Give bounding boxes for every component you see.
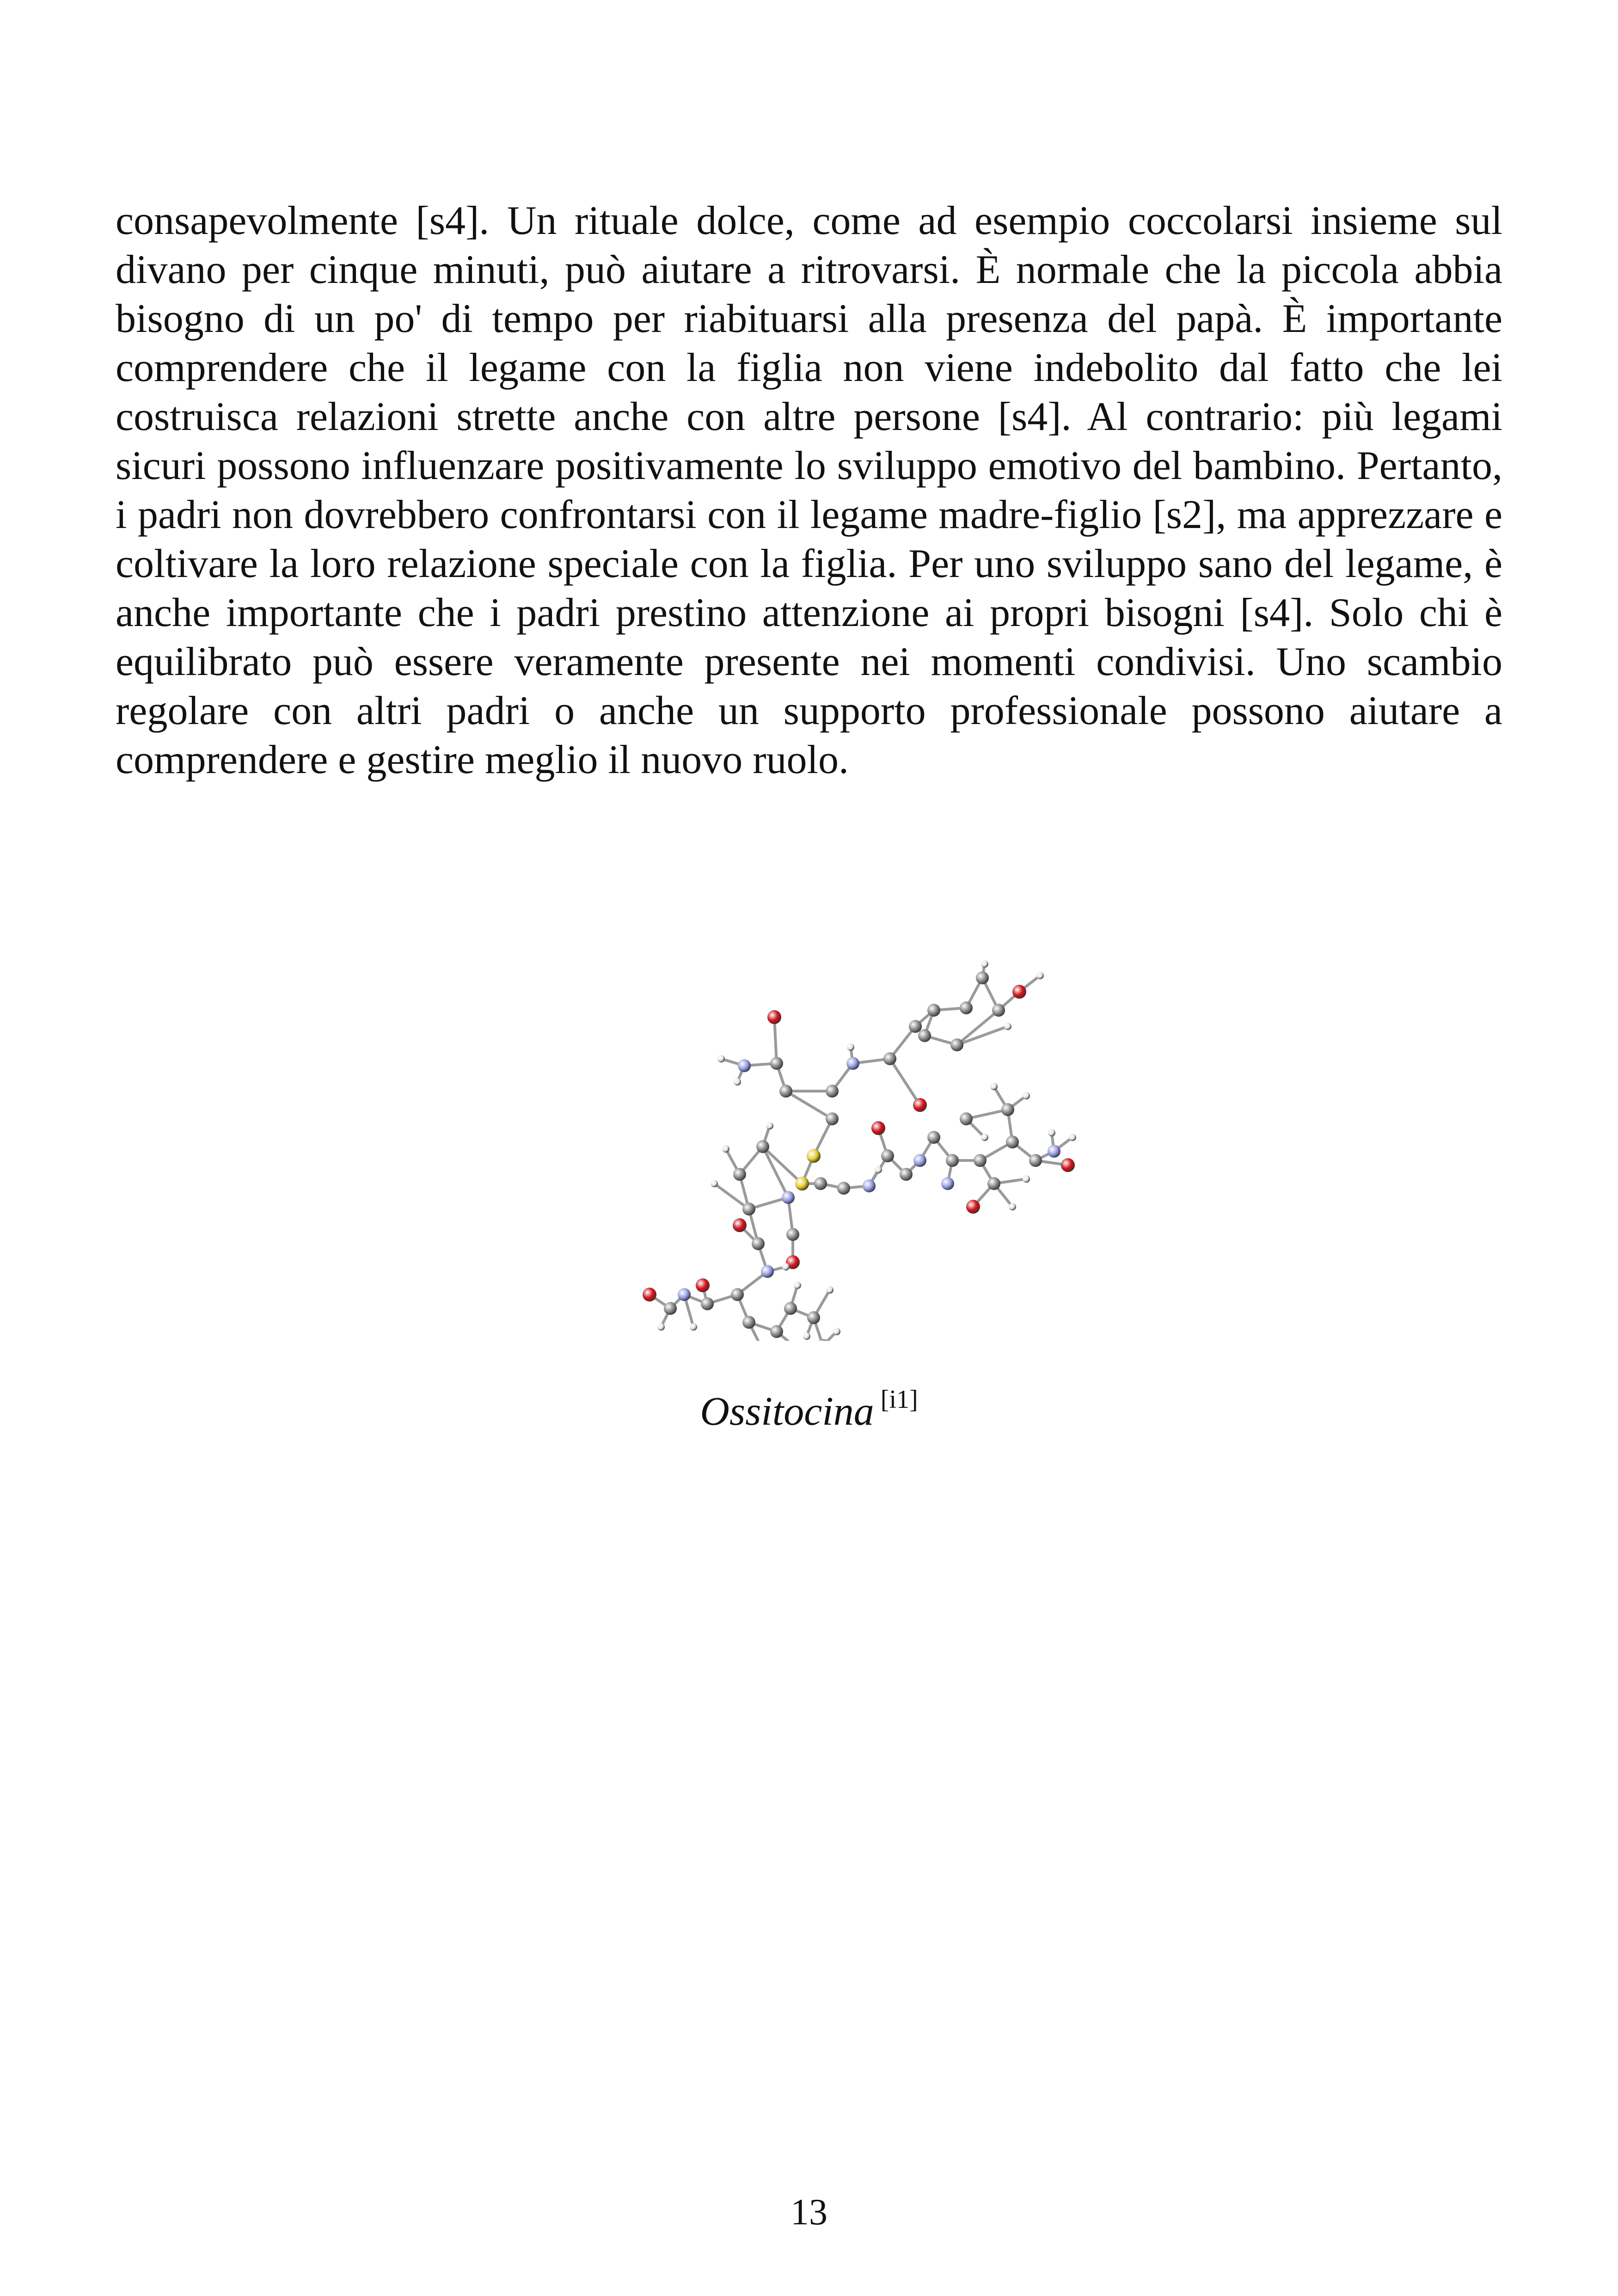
- molecule-atom: [795, 1177, 809, 1191]
- molecule-atom: [909, 1020, 922, 1033]
- molecule-atom: [782, 1191, 795, 1204]
- molecule-atom: [927, 1131, 940, 1144]
- molecule-atom: [690, 1323, 697, 1331]
- body-paragraph: consapevolmente [s4]. Un rituale dolce, come ad esempio coccolarsi insieme sul divano per cinque minuti, può aiutare a ritrovarsi. È normale che la piccola abbia bisogno di un po' di tempo per riabituarsi alla presenza del papà. È importante comprendere che il legame con la figlia non viene indebolito dal fatto che lei costruisca relazioni strette anche con altre persone [s4]. Al contrario: più legami sicuri possono influenzare positivamente lo sviluppo emotivo del bambino. Pertanto, i padri non dovrebbero confrontarsi con il legame madre-figlio [s2], ma apprezzare e coltivare la loro relazione speciale con la figlia. Per uno sviluppo sano del legame, è anche importante che i padri prestino attenzione ai propri bisogni [s4]. Solo chi è equilibrato può essere veramente presente nei momenti condivisi. Uno scambio regolare con altri padri o anche un supporto professionale possono aiutare a comprendere e gestire meglio il nuovo ruolo.: [116, 198, 1502, 782]
- molecule-bond: [763, 1147, 788, 1197]
- molecule-atom: [976, 971, 989, 984]
- molecule-atom: [863, 1179, 876, 1192]
- molecule-atom: [981, 1134, 988, 1141]
- molecule-atom: [913, 1098, 927, 1112]
- molecule-atom: [807, 1311, 820, 1324]
- molecule-bond: [890, 1059, 920, 1105]
- molecule-atom: [786, 1228, 799, 1241]
- molecule-atom: [875, 1166, 882, 1173]
- molecule-atom: [1004, 1023, 1011, 1030]
- molecule-atom: [1048, 1129, 1055, 1136]
- caption-reference: [i1]: [880, 1385, 918, 1414]
- figure-caption: [0, 1378, 1618, 1436]
- molecule-atom: [1006, 1136, 1019, 1148]
- molecule-atom: [807, 1149, 821, 1163]
- molecule-atom: [752, 1237, 765, 1250]
- molecule-atom: [913, 1154, 926, 1167]
- molecule-atom: [761, 1265, 774, 1278]
- molecule-atom: [833, 1328, 840, 1335]
- molecule-atom: [766, 1122, 773, 1130]
- molecule-atom: [847, 1044, 854, 1051]
- molecule-atom: [803, 1332, 810, 1340]
- molecule-atom: [941, 1177, 954, 1190]
- molecule-atom: [1036, 972, 1044, 979]
- molecule-atom: [756, 1140, 769, 1153]
- molecule-atom: [918, 1029, 931, 1042]
- molecule-atom: [966, 1200, 980, 1214]
- molecule-atom: [738, 1059, 751, 1072]
- molecule-bond: [774, 1017, 777, 1063]
- molecule-atom: [992, 1004, 1005, 1017]
- molecule-atom: [770, 1057, 783, 1070]
- molecule-atom: [711, 1180, 718, 1187]
- molecule-atom: [826, 1286, 834, 1294]
- molecule-atom: [1048, 1145, 1060, 1158]
- page-number: 13: [791, 2192, 827, 2233]
- molecule-bond: [763, 1147, 802, 1184]
- molecule-atom: [1029, 1154, 1042, 1167]
- molecule-atom: [733, 1218, 747, 1232]
- molecule-bond: [957, 1010, 999, 1045]
- molecule-atom: [960, 1001, 973, 1014]
- molecule-atom: [927, 1004, 940, 1017]
- molecule-atom: [1069, 1134, 1076, 1141]
- molecule-atom: [1001, 1103, 1014, 1116]
- molecule-atom: [782, 1263, 790, 1271]
- molecule-bond: [957, 1026, 1008, 1045]
- oxytocin-molecule-image: [555, 948, 1086, 1341]
- molecule-atom: [731, 1288, 744, 1301]
- molecule-atom: [846, 1057, 859, 1070]
- molecule-atom: [733, 1168, 746, 1181]
- molecule-atom: [1012, 985, 1026, 999]
- molecule-atom: [722, 1145, 729, 1153]
- molecule-atom: [987, 1177, 1000, 1190]
- molecule-atom: [664, 1302, 677, 1315]
- molecule-atom: [974, 1154, 987, 1167]
- molecule-atom: [960, 1112, 973, 1125]
- molecule-atom: [837, 1182, 850, 1195]
- molecule-atom: [767, 1010, 781, 1024]
- molecule-atom: [1023, 1175, 1030, 1183]
- molecule-atom: [871, 1121, 885, 1135]
- molecule-atom: [717, 1055, 725, 1062]
- molecule-atom: [1009, 1203, 1016, 1210]
- molecule-atom: [734, 1078, 741, 1086]
- molecule-atom: [981, 960, 988, 968]
- molecule-atom: [883, 1052, 896, 1065]
- molecule-atom: [770, 1325, 783, 1338]
- molecule-atom: [742, 1203, 755, 1216]
- molecule-atom: [900, 1168, 913, 1181]
- molecule-atom: [826, 1112, 839, 1125]
- molecule-atom: [1061, 1158, 1075, 1172]
- molecule-atom: [742, 1316, 755, 1329]
- molecule-atom: [946, 1154, 959, 1167]
- molecule-atom: [678, 1288, 691, 1301]
- molecule-atom: [881, 1149, 894, 1162]
- molecule-atom: [701, 1297, 714, 1310]
- molecule-atom: [696, 1278, 710, 1292]
- molecule-atom: [784, 1302, 797, 1315]
- molecule-atom: [643, 1288, 656, 1301]
- molecule-atom: [826, 1085, 839, 1098]
- molecule-ball-and-stick: [555, 948, 1086, 1341]
- molecule-atom: [794, 1282, 801, 1289]
- molecule-atom: [1023, 1092, 1030, 1099]
- molecule-atom: [657, 1323, 665, 1331]
- molecule-atom: [779, 1085, 792, 1098]
- molecule-atom: [990, 1083, 998, 1090]
- molecule-bond: [786, 1091, 832, 1119]
- molecule-atom: [814, 1177, 827, 1190]
- molecule-atom: [950, 1038, 963, 1051]
- caption-title: Ossitocina: [700, 1389, 874, 1434]
